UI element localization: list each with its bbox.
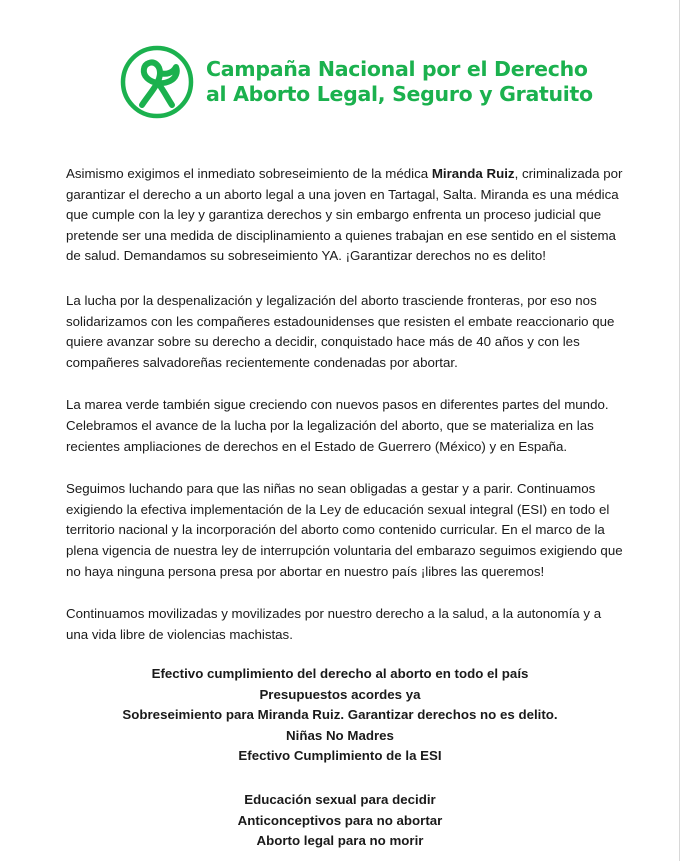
campaign-title [206, 57, 593, 107]
slogan-line: Efectivo Cumplimiento de la ESI [238, 748, 442, 764]
slogan-line: Anticonceptivos para no abortar [237, 812, 443, 828]
slogan-line: Niñas No Madres [286, 727, 394, 743]
title-line-1: Campaña Nacional por el Derecho [206, 57, 588, 81]
paragraph-marea-verde: La marea verde también sigue creciendo con nuevos pasos en diferentes partes del mundo. Celebramos el avance de la lucha por la legalización del aborto, que se materializa en las recientes ampliaciones de derechos en el Estado de Guerrero (México) y en España. [66, 397, 609, 454]
slogan-line: Sobreseimiento para Miranda Ruiz. Garantizar derechos no es delito. [122, 707, 558, 723]
slogan-line: Educación sexual para decidir [244, 792, 436, 807]
paragraph-ninas: Seguimos luchando para que las niñas no sean obligadas a gestar y a parir. Continuamos exigiendo la efectiva implementación de la Ley de educación sexual integral (ESI) en todo el territorio nacional y la incorporación del aborto como contenido curricular. En el marco de la plena vigencia de nuestra ley de interrupción voluntaria del embarazo seguimos exigiendo que no haya ninguna persona presa por abortar en nuestro país ¡libres las queremos! [66, 481, 623, 579]
slogans-block-1 [66, 664, 614, 767]
title-line-2: al Aborto Legal, Seguro y Gratuito [206, 82, 593, 106]
green-ribbon-icon [120, 45, 194, 119]
slogan-line: Aborto legal para no morir [256, 833, 424, 849]
miranda-ruiz-name: Miranda Ruiz [431, 166, 515, 181]
paragraph-1-rest: , criminalizada por garantizar el derecho a un aborto legal a una joven en Tartagal, Salta. Miranda es una médica que cumple con la ley y garantiza derechos y sin embargo enfrenta un proceso judicial que pretende ser una medida de disciplinamiento a quienes trabajan en ese sentido en el sistema de salud. Demandamos su sobreseimiento YA. ¡Garantizar derechos no es delito! [66, 166, 623, 264]
paragraph-1-start: Asimismo exigimos el inmediato sobreseimiento de la médica [66, 166, 432, 181]
paragraph-solidarity: La lucha por la despenalización y legalización del aborto trasciende fronteras, por eso nos solidarizamos con les compañeres estadounidenses que resisten el embate reaccionario que quiere avanzar sobre su derecho a decidir, conquistado hace más de 40 años y con les compañeres salvadoreñas recientemente condenadas por abortar. [66, 292, 615, 370]
campaign-header [120, 45, 593, 119]
paragraph-movilizadas: Continuamos movilizadas y movilizades por nuestro derecho a la salud, a la autonomía y a una vida libre de violencias machistas. [66, 606, 602, 642]
statement-body [66, 164, 626, 667]
paragraph-miranda-ruiz [66, 164, 626, 267]
slogan-line: Efectivo cumplimiento del derecho al aborto en todo el país [151, 666, 529, 681]
slogan-line: Presupuestos acordes ya [259, 686, 421, 702]
slogans-block-2 [66, 790, 614, 852]
